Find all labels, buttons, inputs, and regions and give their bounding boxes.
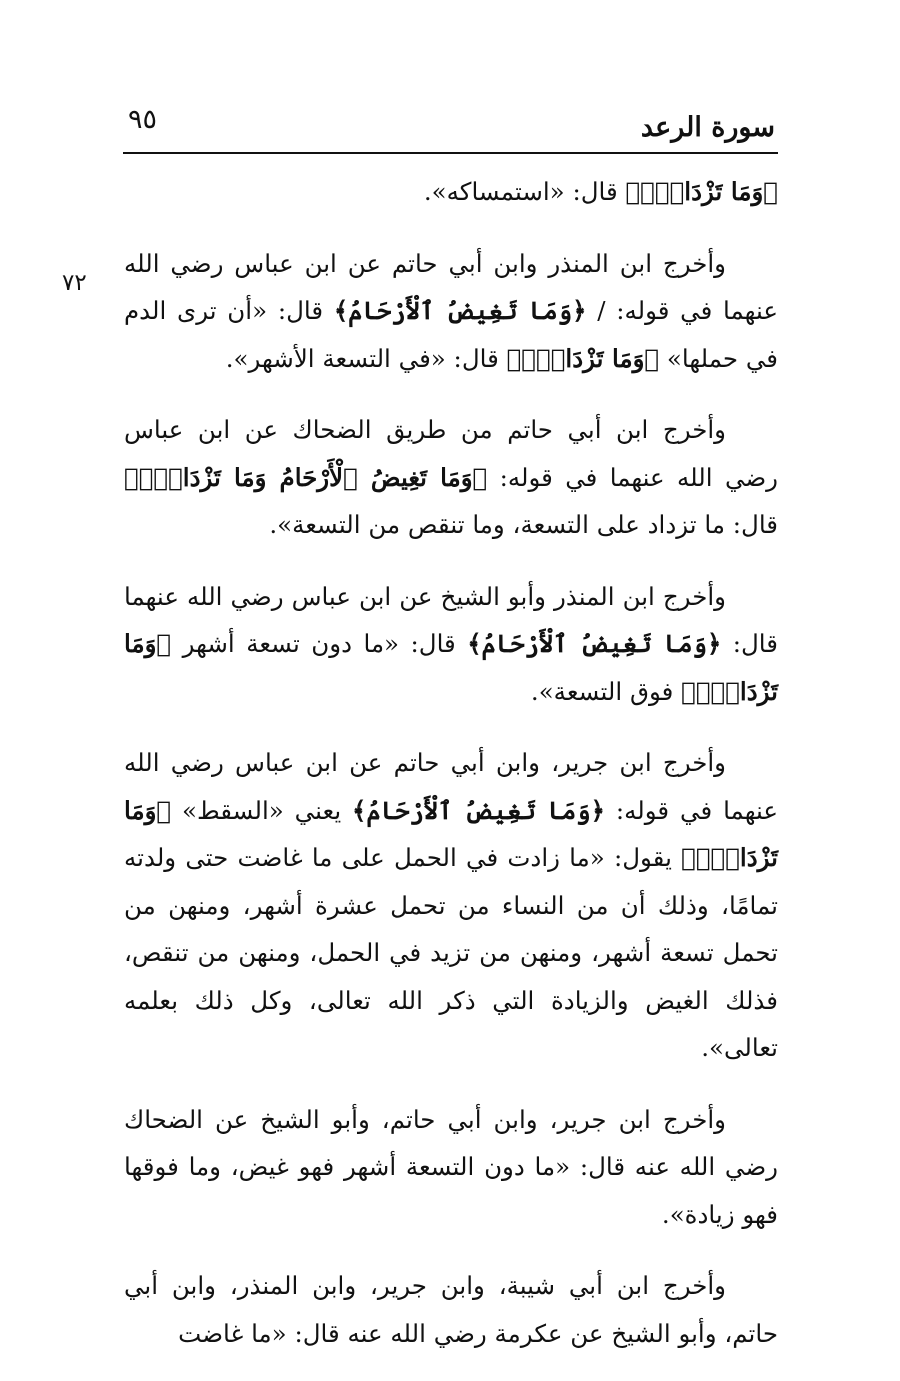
paragraph [124,573,778,716]
quran-quote: ﴿وَمَا تَغِيضُ ٱلْأَرْحَامُ﴾ [467,629,722,658]
page-number: ٩٥ [128,104,158,135]
paragraph-text: وأخرج ابن المنذر وأبو الشيخ عن ابن عباس رضي الله عنهما قال: [124,581,778,658]
header-rule [123,152,778,154]
paragraph [124,406,778,549]
quran-quote: ﴿وَمَا تَزْدَادُۚ﴾ [506,343,660,373]
paragraph-text: وأخرج ابن جرير، وابن أبي حاتم عن ابن عباس رضي الله عنهما في قوله: [124,748,779,825]
body-text [124,168,778,1381]
paragraph [124,168,778,216]
page-header-title: سورة الرعد [640,112,775,143]
quran-quote: ﴿وَمَا تَغِيضُ ٱلْأَرْحَامُ﴾ [333,296,587,325]
paragraph [124,739,778,1072]
quran-quote: ﴿وَمَا تَزْدَادُۚ﴾ [124,795,778,872]
paragraph-text: وأخرج ابن أبي شيبة، وابن جرير، وابن المنذر، وابن أبي حاتم، وأبو الشيخ عن عكرمة رضي الله عنه قال: «ما غاضت [124,1271,778,1348]
paragraph-text: وأخرج ابن أبي حاتم من طريق الضحاك عن ابن عباس رضي الله عنهما في قوله: [124,415,778,492]
paragraph-text: قال: «استمساكه». [423,177,626,206]
margin-number: ٧٢ [62,270,87,296]
paragraph-text: قال: «أن ترى الدم في حملها» [124,296,778,373]
paragraph-text: قال: «ما دون تسعة أشهر [171,629,468,658]
quran-quote: ﴿وَمَا تَغِيضُ ٱلْأَرْحَامُ وَمَا تَزْدَادُۚ﴾ [124,462,488,492]
paragraph-text: فوق التسعة». [530,676,682,706]
paragraph-text: وأخرج ابن جرير، وابن أبي حاتم، وأبو الشيخ عن الضحاك رضي الله عنه قال: «ما دون التسعة أشهر فهو غيض، وما فوقها فهو زيادة». [124,1104,778,1229]
paragraph [124,1096,778,1239]
paragraph-text: يعني «السقط» [171,795,353,825]
paragraph-text: قال: «في التسعة الأشهر». [225,343,507,373]
paragraph [124,1262,778,1357]
paragraph-text: قال: ما تزداد على التسعة، وما تنقص من التسعة». [269,510,778,539]
paragraph-text: وأخرج ابن المنذر وابن أبي حاتم عن ابن عباس رضي الله عنهما في قوله: / [124,248,778,325]
quran-quote: ﴿وَمَا تَزْدَادُۚ﴾ [124,629,778,706]
quran-quote: ﴿وَمَا تَزْدَادُۚ﴾ [625,177,778,206]
paragraph [124,240,778,383]
paragraph-text: يقول: «ما زادت في الحمل على ما غاضت حتى ولدته تمامًا، وذلك أن من النساء من تحمل عشرة أشهر، ومنهن من تحمل تسعة أشهر، ومنهن من تزيد في الحمل، ومنهن من تنقص، فذلك الغيض والزيادة التي ذكر الله تعالى، وكل ذلك بعلمه تعالى». [124,843,778,1062]
quran-quote: ﴿وَمَا تَغِيضُ ٱلْأَرْحَامُ﴾ [352,795,606,825]
